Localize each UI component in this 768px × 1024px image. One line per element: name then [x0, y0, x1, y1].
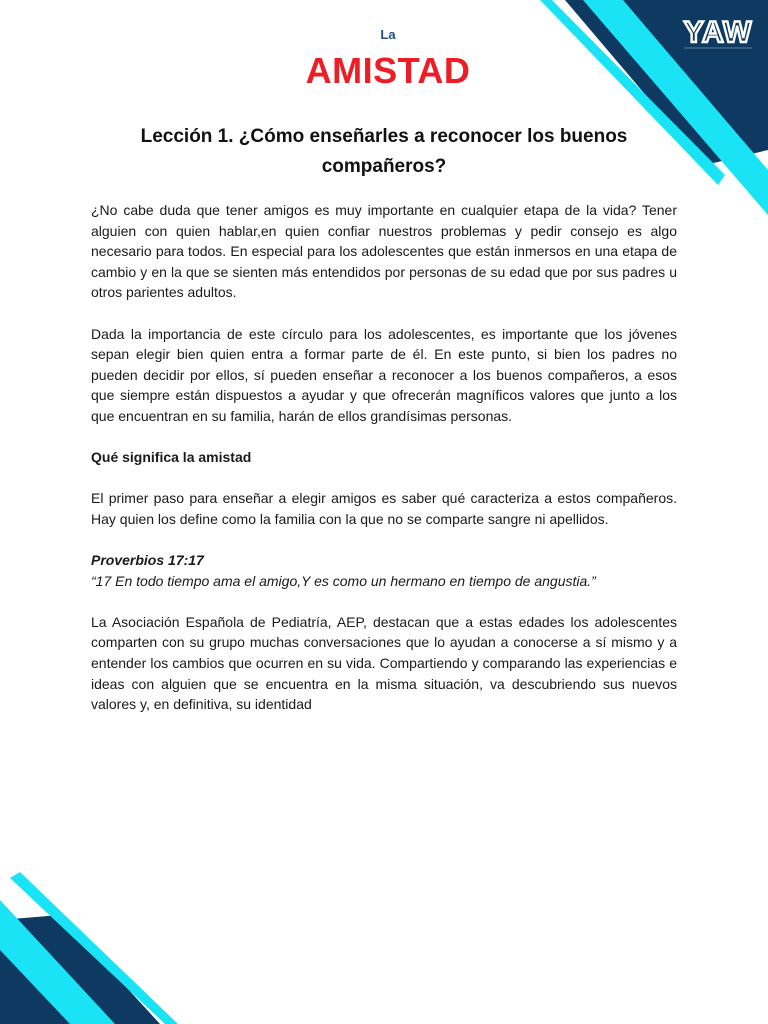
logo-wordmark: YAW [683, 16, 753, 49]
title-kicker: La [380, 27, 396, 42]
section-heading: Qué significa la amistad [91, 449, 252, 466]
paragraph-aep: La Asociación Española de Pediatría, AEP, destacan que a estas edades los adolescentes comparten con su grupo muchas conversaciones que lo ayudan a conocerse a sí mismo y a entender los cambios que ocurren en su vida. Compartiendo y comparando las experiencias e ideas con alguien que se encuentra en la misma situación, va descubriendo sus nuevos valores y, en definitiva, su identidad [91, 613, 677, 713]
body-content [91, 200, 677, 715]
paragraph-importance: Dada la importancia de este círculo para los adolescentes, es importante que los jóvenes sepan elegir bien quien entra a formar parte de él. En este punto, si bien los padres no pueden decidir por ellos, sí pueden enseñar a reconocer a los buenos compañeros, a esos que siempre están dispuestos a ayudar y que ofrecerán magníficos valores que junto a los que encuentran en su familia, harán de ellos grandísimas personas. [91, 325, 677, 424]
paragraph-intro: ¿No cabe duda que tener amigos es muy importante en cualquier etapa de la vida? Tener alguien con quien hablar,en quien confiar nuestros problemas y pedir consejo es algo necesario para todos. En especial para los adolescentes que están inmersos en una etapa de cambio y en la que se sienten más entendidos por personas de su edad que por sus padres u otros parientes adultos. [91, 202, 677, 301]
paragraph-definition: El primer paso para enseñar a elegir amigos es saber qué caracteriza a estos compañeros. Hay quien los define como la familia con la que no se comparte sangre ni apellidos. [91, 490, 677, 527]
page-title: AMISTAD [305, 50, 471, 91]
lesson-heading: Lección 1. ¿Cómo enseñarles a reconocer los buenos compañeros? [140, 126, 628, 177]
verse-reference: Proverbios 17:17 [91, 552, 204, 569]
verse-quote: “17 En todo tiempo ama el amigo,Y es como un hermano en tiempo de angustia.” [91, 572, 596, 589]
